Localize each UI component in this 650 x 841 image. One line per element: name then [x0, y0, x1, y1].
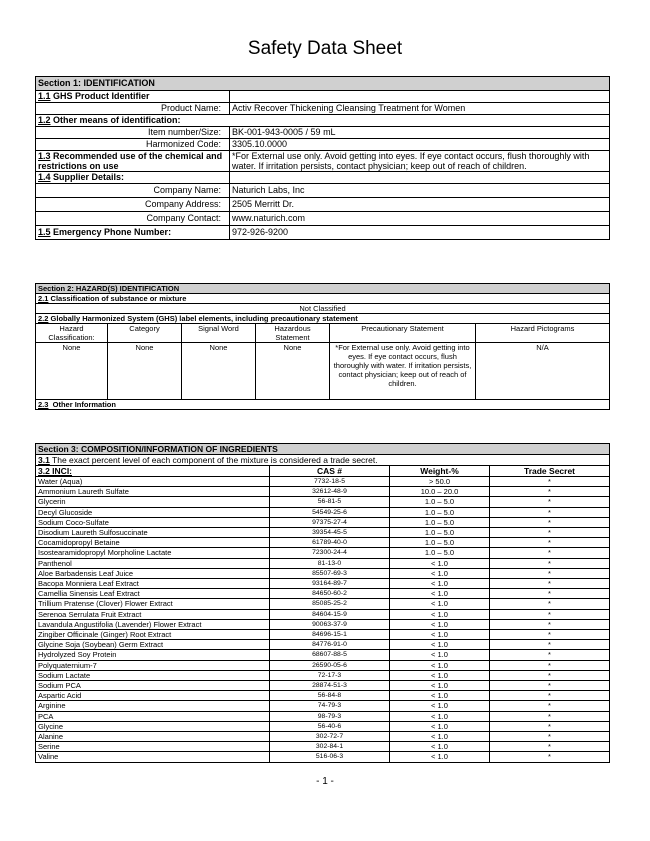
weight-percent: < 1.0	[390, 660, 490, 670]
ingredient-row	[36, 752, 610, 762]
cas-number: 72300-24-4	[270, 548, 390, 558]
trade-secret-mark: *	[490, 497, 610, 507]
col-hazard-classification: Hazard Classification:	[36, 324, 108, 343]
ingredient-name: Decyl Glucoside	[36, 507, 270, 517]
cas-number: 81-13-0	[270, 558, 390, 568]
subsection-title: Emergency Phone Number:	[53, 227, 172, 237]
subsection-title: Classification of substance or mixture	[50, 294, 187, 303]
weight-percent: < 1.0	[390, 681, 490, 691]
cas-number: 97375-27-4	[270, 517, 390, 527]
trade-secret-mark: *	[490, 548, 610, 558]
ingredient-name: Isostearamidopropyl Morpholine Lactate	[36, 548, 270, 558]
section-2-header: Section 2: HAZARD(S) IDENTIFICATION	[36, 284, 610, 294]
cas-number: 302-72-7	[270, 732, 390, 742]
cas-number: 26590-05-6	[270, 660, 390, 670]
cas-number: 84696-15-1	[270, 630, 390, 640]
ingredient-row	[36, 742, 610, 752]
weight-percent: < 1.0	[390, 568, 490, 578]
cas-number: 74-79-3	[270, 701, 390, 711]
weight-percent: 1.0 – 5.0	[390, 507, 490, 517]
empty-cell	[230, 91, 610, 103]
weight-percent: 1.0 – 5.0	[390, 548, 490, 558]
weight-percent: < 1.0	[390, 558, 490, 568]
weight-percent: < 1.0	[390, 599, 490, 609]
hazard-pictograms-value: N/A	[476, 343, 610, 400]
weight-percent: < 1.0	[390, 640, 490, 650]
cas-number: 54549-25-6	[270, 507, 390, 517]
trade-secret-mark: *	[490, 640, 610, 650]
empty-cell	[230, 172, 610, 184]
ingredient-name: Alanine	[36, 732, 270, 742]
cas-number: 28874-51-3	[270, 681, 390, 691]
cas-number: 61789-40-0	[270, 538, 390, 548]
ingredient-name: Polyquaternium-7	[36, 660, 270, 670]
ingredient-row	[36, 711, 610, 721]
trade-secret-mark: *	[490, 579, 610, 589]
trade-secret-mark: *	[490, 568, 610, 578]
ingredient-name: Sodium Coco-Sulfate	[36, 517, 270, 527]
ingredient-row	[36, 721, 610, 731]
ingredient-row	[36, 589, 610, 599]
cas-number: 85085-25-2	[270, 599, 390, 609]
emergency-phone-value: 972-926-9200	[230, 226, 610, 240]
subsection-number: 2.1	[38, 294, 49, 303]
company-name-label: Company Name:	[36, 184, 230, 198]
company-contact-label: Company Contact:	[36, 212, 230, 226]
trade-secret-mark: *	[490, 660, 610, 670]
ingredient-name: PCA	[36, 711, 270, 721]
harmonized-code-label: Harmonized Code:	[36, 139, 230, 151]
section-2-hazards	[35, 283, 610, 410]
weight-percent: < 1.0	[390, 701, 490, 711]
ingredient-row	[36, 701, 610, 711]
section-1-header: Section 1: IDENTIFICATION	[36, 77, 610, 91]
ghs-label-elements	[36, 314, 610, 324]
col-hazard-pictograms: Hazard Pictograms	[476, 324, 610, 343]
signal-word-value: None	[182, 343, 256, 400]
hazard-classification-value: None	[36, 343, 108, 400]
company-contact-value: www.naturich.com	[230, 212, 610, 226]
ingredient-row	[36, 538, 610, 548]
subsection-number: 2.2	[38, 314, 49, 323]
trade-secret-mark: *	[490, 721, 610, 731]
trade-secret-mark: *	[490, 599, 610, 609]
trade-secret-mark: *	[490, 619, 610, 629]
trade-secret-mark: *	[490, 732, 610, 742]
cas-number: 56-81-5	[270, 497, 390, 507]
trade-secret-mark: *	[490, 650, 610, 660]
weight-percent: < 1.0	[390, 711, 490, 721]
weight-percent: < 1.0	[390, 609, 490, 619]
subsection-number: 1.1	[38, 91, 51, 101]
cas-number: 90063-37-9	[270, 619, 390, 629]
trade-secret-mark: *	[490, 538, 610, 548]
ingredient-row	[36, 568, 610, 578]
weight-percent: < 1.0	[390, 650, 490, 660]
ingredient-row	[36, 497, 610, 507]
cas-number: 84650-60-2	[270, 589, 390, 599]
company-address-value: 2505 Merritt Dr.	[230, 198, 610, 212]
weight-percent: 10.0 – 20.0	[390, 487, 490, 497]
ingredient-name: Hydrolyzed Soy Protein	[36, 650, 270, 660]
trade-secret-mark: *	[490, 507, 610, 517]
weight-percent: < 1.0	[390, 619, 490, 629]
ingredient-row	[36, 732, 610, 742]
trade-secret-mark: *	[490, 477, 610, 487]
ingredient-row	[36, 487, 610, 497]
subsection-number: 1.5	[38, 227, 51, 237]
col-category: Category	[108, 324, 182, 343]
weight-percent: > 50.0	[390, 477, 490, 487]
col-signal-word: Signal Word	[182, 324, 256, 343]
cas-number: 39354-45-5	[270, 528, 390, 538]
subsection-title: Supplier Details:	[53, 172, 125, 182]
weight-percent: 1.0 – 5.0	[390, 497, 490, 507]
ingredient-name: Aspartic Acid	[36, 691, 270, 701]
col-weight: Weight-%	[390, 466, 490, 477]
subsection-title: Other means of identification:	[53, 115, 181, 125]
subsection-title: Globally Harmonized System (GHS) label elements, including precautionary statement	[50, 314, 358, 323]
ingredient-name: Zingiber Officinale (Ginger) Root Extract	[36, 630, 270, 640]
ingredient-name: Camellia Sinensis Leaf Extract	[36, 589, 270, 599]
recommended-use-label	[36, 151, 230, 172]
subsection-number: 1.3	[38, 151, 51, 161]
ingredient-row	[36, 660, 610, 670]
weight-percent: < 1.0	[390, 670, 490, 680]
ingredient-row	[36, 599, 610, 609]
ingredient-name: Aloe Barbadensis Leaf Juice	[36, 568, 270, 578]
ingredient-row	[36, 548, 610, 558]
col-precautionary-statement: Precautionary Statement	[330, 324, 476, 343]
col-cas: CAS #	[270, 466, 390, 477]
cas-number: 93164-89-7	[270, 579, 390, 589]
ingredient-name: Ammonium Laureth Sulfate	[36, 487, 270, 497]
cas-number: 84776-91-0	[270, 640, 390, 650]
weight-percent: 1.0 – 5.0	[390, 528, 490, 538]
emergency-phone-label	[36, 226, 230, 240]
ingredient-name: Glycerin	[36, 497, 270, 507]
trade-secret-mark: *	[490, 558, 610, 568]
trade-secret-mark: *	[490, 630, 610, 640]
subsection-number: 3.1	[38, 455, 50, 465]
trade-secret-note	[36, 455, 610, 466]
cas-number: 68607-88-5	[270, 650, 390, 660]
precautionary-statement-value: *For External use only. Avoid getting into eyes. If eye contact occurs, flush thoroughly with water. If irritation persists, contact physician; keep out of reach of children.	[330, 343, 476, 400]
product-name-value: Activ Recover Thickening Cleansing Treatment for Women	[230, 103, 610, 115]
weight-percent: < 1.0	[390, 579, 490, 589]
weight-percent: < 1.0	[390, 589, 490, 599]
weight-percent: < 1.0	[390, 721, 490, 731]
ingredient-name: Bacopa Monniera Leaf Extract	[36, 579, 270, 589]
subsection-number: 1.2	[38, 115, 51, 125]
ingredient-name: Sodium PCA	[36, 681, 270, 691]
other-information-label	[36, 400, 610, 410]
ingredient-row	[36, 670, 610, 680]
subsection-title: Other Information	[52, 400, 116, 409]
ingredient-name: Lavandula Angustifolia (Lavender) Flower Extract	[36, 619, 270, 629]
ingredient-row	[36, 609, 610, 619]
not-classified-value: Not Classified	[36, 304, 610, 314]
ingredient-name: Panthenol	[36, 558, 270, 568]
ingredient-name: Serenoa Serrulata Fruit Extract	[36, 609, 270, 619]
ingredient-row	[36, 691, 610, 701]
weight-percent: < 1.0	[390, 732, 490, 742]
cas-number: 7732-18-5	[270, 477, 390, 487]
ghs-identifier-label	[36, 91, 230, 103]
section-3-composition	[35, 443, 610, 763]
subsection-number: 1.4	[38, 172, 51, 182]
document-title: Safety Data Sheet	[247, 38, 403, 59]
subsection-title: GHS Product Identifier	[53, 91, 150, 101]
trade-secret-mark: *	[490, 701, 610, 711]
cas-number: 516-06-3	[270, 752, 390, 762]
ingredient-row	[36, 507, 610, 517]
ingredient-row	[36, 619, 610, 629]
ingredient-row	[36, 477, 610, 487]
trade-secret-mark: *	[490, 711, 610, 721]
cas-number: 56-84-8	[270, 691, 390, 701]
weight-percent: < 1.0	[390, 691, 490, 701]
ingredient-name: Disodium Laureth Sulfosuccinate	[36, 528, 270, 538]
ingredient-row	[36, 579, 610, 589]
cas-number: 302-84-1	[270, 742, 390, 752]
cas-number: 84604-15-9	[270, 609, 390, 619]
ingredient-row	[36, 528, 610, 538]
recommended-use-value: *For External use only. Avoid getting into eyes. If eye contact occurs, flush thoroughly with water. If irritation persists, contact physician; keep out of reach of children.	[230, 151, 610, 172]
ingredient-name: Water (Aqua)	[36, 477, 270, 487]
item-number-value: BK-001-943-0005 / 59 mL	[230, 127, 610, 139]
trade-secret-mark: *	[490, 589, 610, 599]
hazardous-statement-value: None	[256, 343, 330, 400]
weight-percent: < 1.0	[390, 630, 490, 640]
ingredient-row	[36, 630, 610, 640]
weight-percent: < 1.0	[390, 742, 490, 752]
trade-secret-mark: *	[490, 609, 610, 619]
ingredient-row	[36, 650, 610, 660]
weight-percent: < 1.0	[390, 752, 490, 762]
supplier-details-label	[36, 172, 230, 184]
product-name-label: Product Name:	[36, 103, 230, 115]
ingredient-row	[36, 681, 610, 691]
harmonized-code-value: 3305.10.0000	[230, 139, 610, 151]
item-number-label: Item number/Size:	[36, 127, 230, 139]
cas-number: 85507-69-3	[270, 568, 390, 578]
ingredient-row	[36, 517, 610, 527]
trade-secret-mark: *	[490, 691, 610, 701]
trade-secret-mark: *	[490, 670, 610, 680]
page-number: - 1 -	[316, 776, 334, 787]
weight-percent: 1.0 – 5.0	[390, 538, 490, 548]
trade-secret-mark: *	[490, 487, 610, 497]
cas-number: 72-17-3	[270, 670, 390, 680]
weight-percent: 1.0 – 5.0	[390, 517, 490, 527]
trade-secret-mark: *	[490, 681, 610, 691]
trade-secret-mark: *	[490, 752, 610, 762]
trade-secret-text: The exact percent level of each component of the mixture is considered a trade secret.	[52, 455, 378, 465]
ingredient-name: Valine	[36, 752, 270, 762]
other-means-label	[36, 115, 610, 127]
cas-number: 98-79-3	[270, 711, 390, 721]
trade-secret-mark: *	[490, 742, 610, 752]
ingredient-name: Trillium Pratense (Clover) Flower Extract	[36, 599, 270, 609]
subsection-number: 2.3	[38, 400, 49, 409]
cas-number: 56-40-6	[270, 721, 390, 731]
ingredient-name: Glycine	[36, 721, 270, 731]
section-1-identification	[35, 76, 610, 240]
subsection-title: Recommended use of the chemical and restrictions on use	[38, 151, 223, 171]
classification-label	[36, 294, 610, 304]
category-value: None	[108, 343, 182, 400]
ingredient-row	[36, 558, 610, 568]
ingredient-name: Glycine Soja (Soybean) Germ Extract	[36, 640, 270, 650]
ingredient-name: Serine	[36, 742, 270, 752]
company-name-value: Naturich Labs, Inc	[230, 184, 610, 198]
ingredient-name: Sodium Lactate	[36, 670, 270, 680]
trade-secret-mark: *	[490, 517, 610, 527]
cas-number: 32612-48-9	[270, 487, 390, 497]
ingredient-name: Cocamidopropyl Betaine	[36, 538, 270, 548]
section-3-header: Section 3: COMPOSITION/INFORMATION OF INGREDIENTS	[36, 444, 610, 455]
col-trade-secret: Trade Secret	[490, 466, 610, 477]
ingredient-name: Arginine	[36, 701, 270, 711]
col-inci: 3.2 INCI:	[36, 466, 270, 477]
col-hazardous-statement: Hazardous Statement	[256, 324, 330, 343]
ingredient-row	[36, 640, 610, 650]
trade-secret-mark: *	[490, 528, 610, 538]
company-address-label: Company Address:	[36, 198, 230, 212]
